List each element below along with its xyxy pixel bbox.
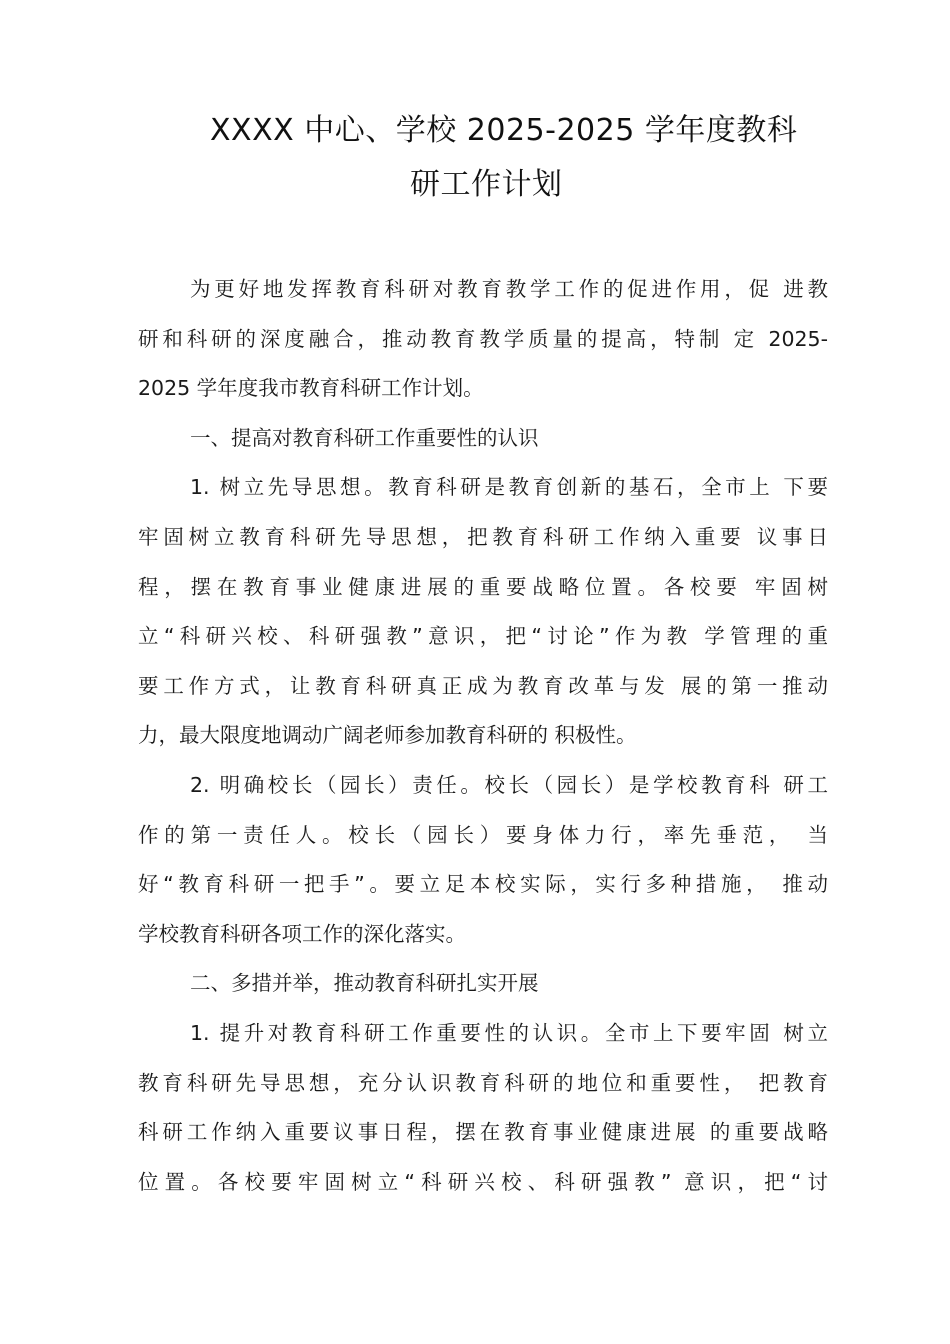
text-line: 1. 树立先导思想。教育科研是教育创新的基石，全市上 下要: [190, 475, 828, 500]
text-line: 牢固树立教育科研先导思想，把教育科研工作纳入重要 议事日: [138, 524, 828, 549]
text-line: 研和科研的深度融合，推动教育教学质量的提高，特制 定 2025-: [138, 326, 828, 351]
title-line-1: XXXX 中心、学校 2025-2025 学年度教科: [210, 113, 798, 148]
document-title: [130, 104, 890, 212]
title-line-2: 研工作计划: [410, 167, 563, 202]
text-line: 程，摆在教育事业健康进展的重要战略位置。各校要 牢固树: [138, 574, 828, 599]
text-line: 二、多措并举，推动教育科研扎实开展: [190, 971, 539, 996]
text-line: 力，最大限度地调动广阔老师参加教育科研的 积极性。: [138, 723, 637, 748]
text-line: 科研工作纳入重要议事日程，摆在教育事业健康进展 的重要战略: [138, 1120, 828, 1145]
section-heading-1: [138, 414, 828, 464]
text-line: 1. 提升对教育科研工作重要性的认识。全市上下要牢固 树立: [190, 1020, 828, 1045]
text-line: 为更好地发挥教育科研对教育教学工作的促进作用，促 进教: [190, 277, 828, 301]
text-line: 要工作方式，让教育科研真正成为教育改革与发 展的第一推动: [138, 673, 828, 698]
text-line: 作的第一责任人。校长（园长）要身体力行，率先垂范， 当: [138, 822, 828, 847]
text-line: 2025 学年度我市教育科研工作计划。: [138, 376, 484, 401]
text-line: 好“教育科研一把手”。要立足本校实际，实行多种措施， 推动: [138, 872, 828, 897]
paragraph-1-1: [138, 463, 828, 761]
paragraph-2-1: [138, 1009, 828, 1207]
text-line: 位置。各校要牢固树立“科研兴校、科研强教” 意识，把“讨: [138, 1169, 828, 1194]
text-line: 立“科研兴校、科研强教”意识，把“讨论”作为教 学管理的重: [138, 624, 828, 649]
document-body: [138, 265, 828, 1207]
text-line: 学校教育科研各项工作的深化落实。: [138, 921, 466, 946]
text-line: 教育科研先导思想，充分认识教育科研的地位和重要性， 把教育: [138, 1070, 828, 1095]
paragraph-1-2: [138, 761, 828, 959]
text-line: 一、提高对教育科研工作重要性的认识: [190, 425, 539, 450]
section-heading-2: [138, 959, 828, 1009]
text-line: 2. 明确校长（园长）责任。校长（园长）是学校教育科 研工: [190, 772, 828, 797]
paragraph-intro: [138, 265, 828, 414]
